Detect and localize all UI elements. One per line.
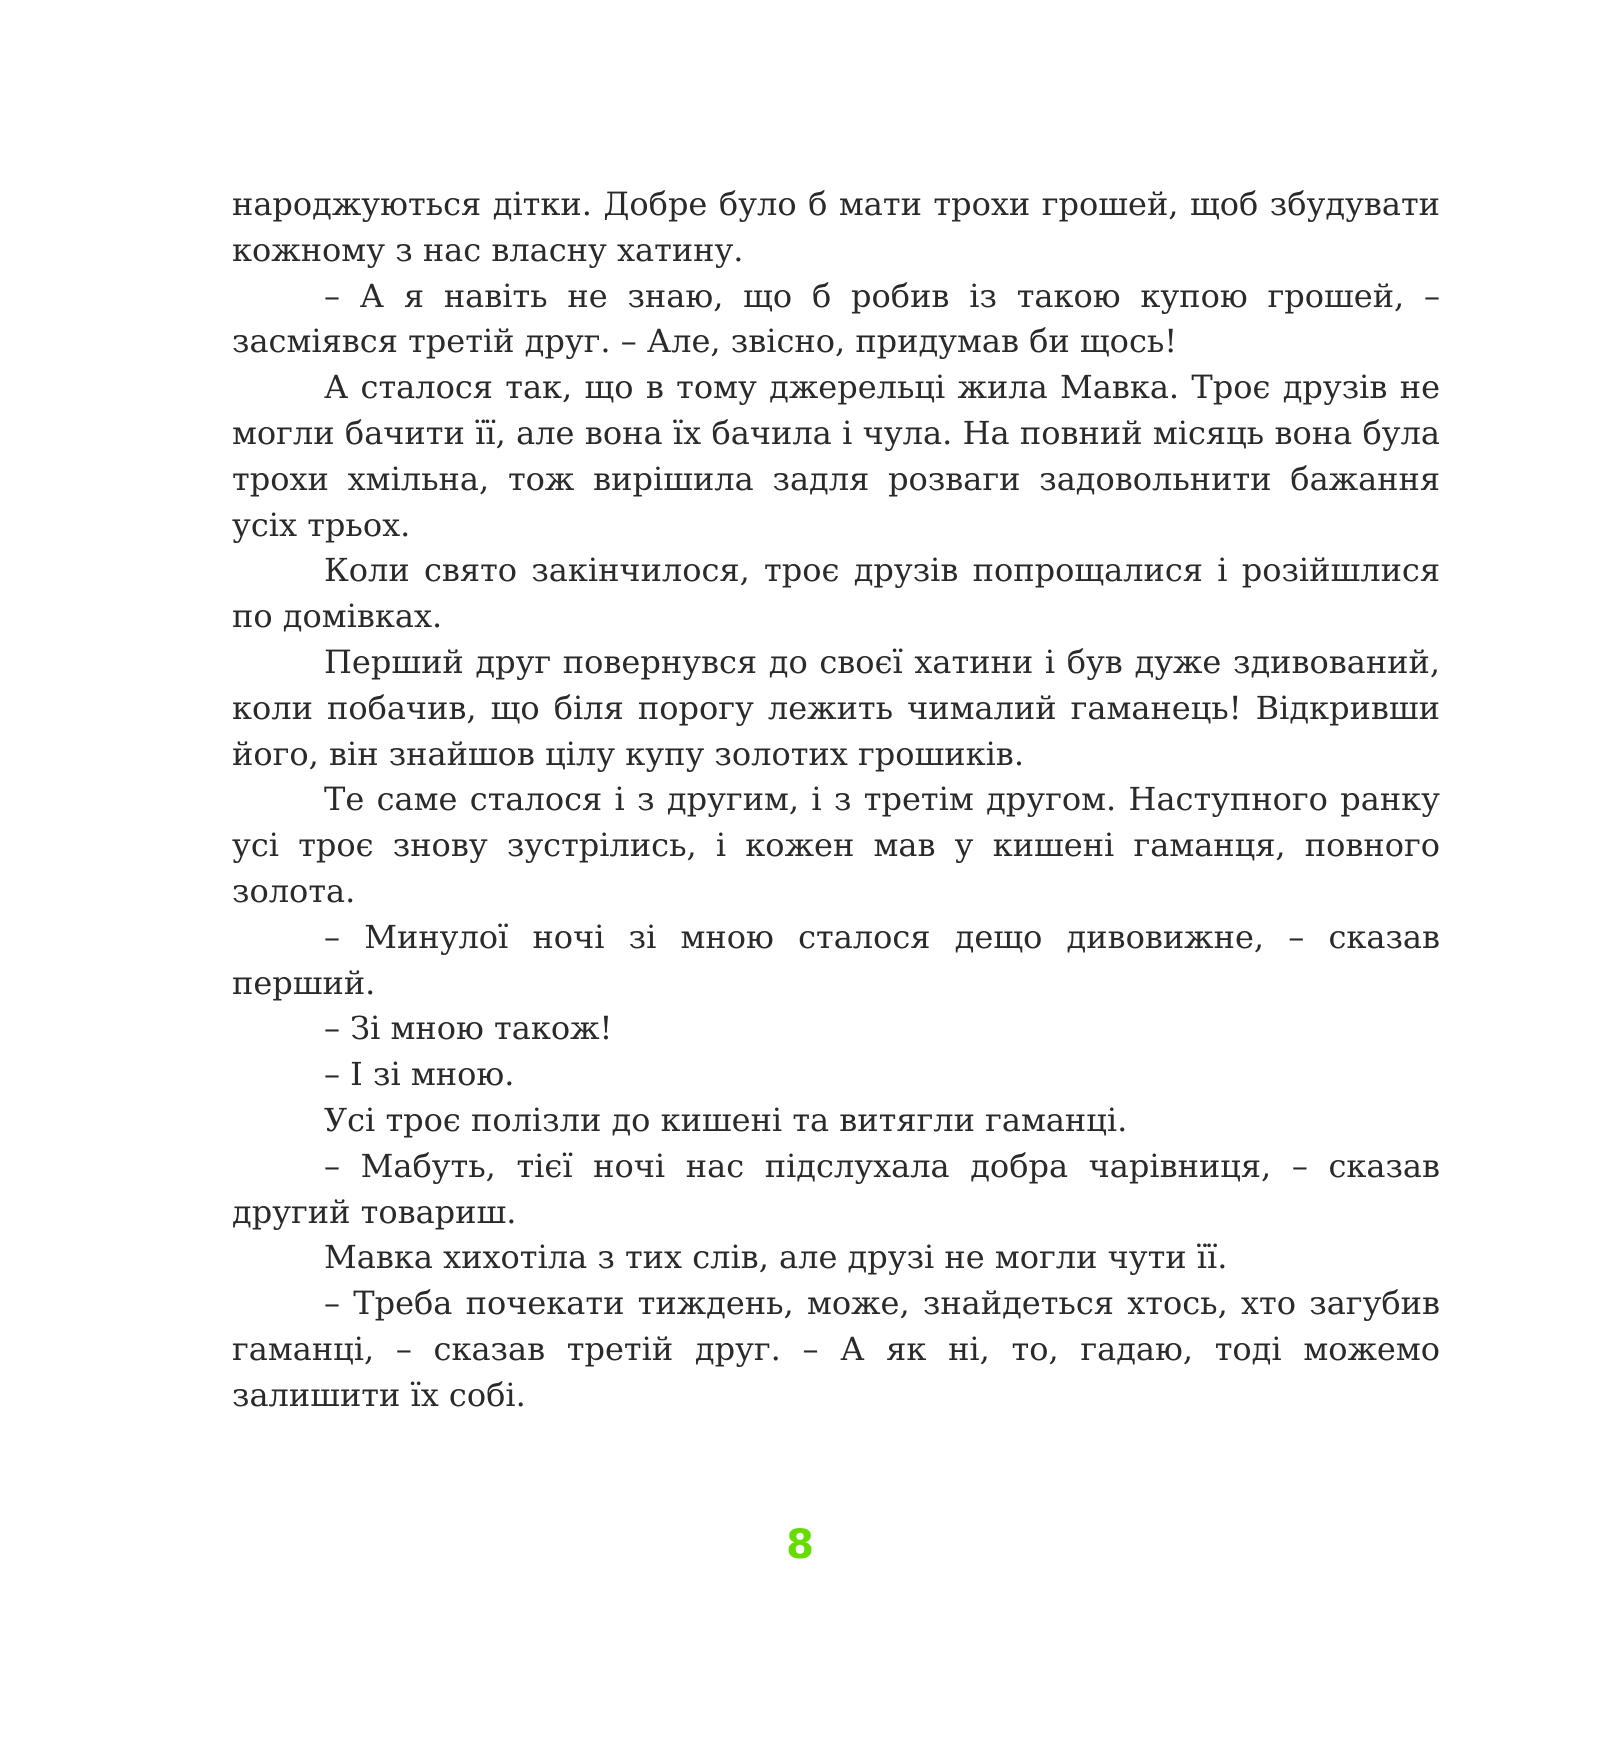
paragraph: Коли свято закінчилося, троє друзів попрощалися і розійшлися по домівках. — [232, 551, 1440, 636]
story-text — [232, 182, 1440, 1419]
paragraph: – Мабуть, тієї ночі нас підслухала добра чарівниця, – сказав другий товариш. — [232, 1146, 1440, 1231]
paragraph: Те саме сталося і з другим, і з третім другом. Наступного ранку усі троє знову зустрілись, і кожен мав у кишені гаманця, повного золота. — [232, 780, 1440, 910]
paragraph: народжуються дітки. Добре було б мати трохи грошей, щоб збудувати кожному з нас власну хатину. — [232, 185, 1440, 269]
paragraph: А сталося так, що в тому джерельці жила Мавка. Троє друзів не могли бачити її, але вона їх бачила і чула. На повний місяць вона була трохи хмільна, тож вирішила задля розваги задовольнити бажання усіх трьох. — [232, 368, 1440, 544]
paragraph: Усі троє полізли до кишені та витягли гаманці. — [324, 1100, 1128, 1139]
paragraph: – Минулої ночі зі мною сталося дещо дивовижне, – сказав перший. — [232, 917, 1440, 1002]
paragraph: – Зі мною також! — [324, 1009, 613, 1048]
paragraph: – Треба почекати тиждень, може, знайдеться хтось, хто загубив гаманці, – сказав третій друг. – А як ні, то, гадаю, тоді можемо залишити їх собі. — [232, 1284, 1440, 1414]
page-number: 8 — [786, 1522, 814, 1568]
paragraph: Перший друг повернувся до своєї хатини і був дуже здивований, коли побачив, що біля порогу лежить чималий гаманець! Відкривши його, він знайшов цілу купу золотих грошиків. — [232, 642, 1440, 773]
paragraph: Мавка хихотіла з тих слів, але друзі не могли чути її. — [324, 1238, 1228, 1277]
paragraph: – І зі мною. — [324, 1055, 515, 1094]
paragraph: – А я навіть не знаю, що б робив із такою купою грошей, – засміявся третій друг. – Але, звісно, придумав би щось! — [232, 276, 1440, 361]
